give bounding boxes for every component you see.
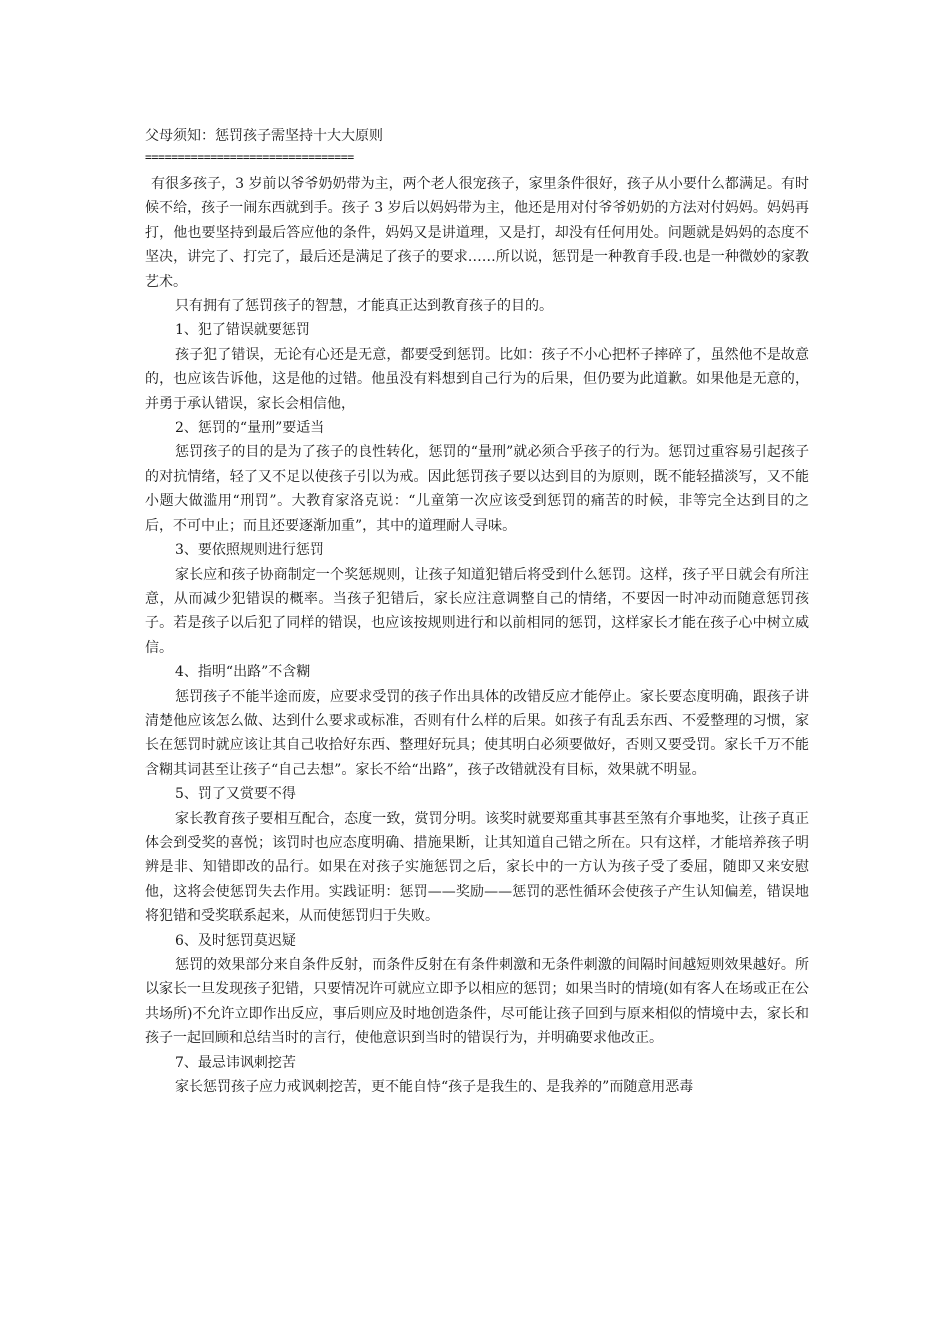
section-heading: 3、要依照规则进行惩罚	[175, 542, 324, 559]
section-heading: 4、指明“出路”不含糊	[175, 664, 311, 681]
document-title: 父母须知：惩罚孩子需坚持十大大原则	[145, 128, 383, 144]
section-heading: 2、惩罚的“量刑”要适当	[175, 420, 325, 437]
intro-paragraph: 有很多孩子，3 岁前以爷爷奶奶带为主，两个老人很宠孩子，家里条件很好，孩子从小要什么都满足。有时候不给，孩子一闹东西就到手。孩子 3 岁后以妈妈带为主，他还是用对付爷爷奶奶的方法对付妈妈。妈妈再打，他也要坚持到最后答应他的条件，妈妈又是讲道理，又是打，却没有任何用处。问题就是妈妈的态度不坚决，讲完了、打完了，最后还是满足了孩子的要求……所以说，惩罚是一种教育手段.也是一种微妙的家教艺术。	[145, 176, 809, 290]
section-heading: 6、及时惩罚莫迟疑	[175, 932, 296, 949]
section-paragraph: 惩罚孩子的目的是为了孩子的良性转化，惩罚的“量刑”就必须合乎孩子的行为。惩罚过重容易引起孩子的对抗情绪，轻了又不足以使孩子引以为戒。因此惩罚孩子要以达到目的为原则，既不能轻描淡写，又不能小题大做滥用“刑罚”。大教育家洛克说：“儿童第一次应该受到惩罚的痛苦的时候，非等完全达到目的之后，不可中止；而且还要逐渐加重”，其中的道理耐人寻味。	[145, 444, 809, 534]
section-heading: 5、罚了又赏要不得	[175, 786, 296, 803]
separator-line: ================================	[145, 150, 354, 164]
section-paragraph: 家长教育孩子要相互配合，态度一致，赏罚分明。该奖时就要郑重其事甚至煞有介事地奖，让孩子真正体会到受奖的喜悦；该罚时也应态度明确、措施果断，让其知道自己错之所在。只有这样，才能培养孩子明辨是非、知错即改的品行。如果在对孩子实施惩罚之后，家长中的一方认为孩子受了委屈，随即又来安慰他，这将会使惩罚失去作用。实践证明：惩罚——奖励——惩罚的恶性循环会使孩子产生认知偏差，错误地将犯错和受奖联系起来，从而使惩罚归于失败。	[145, 810, 809, 925]
section-paragraph: 惩罚孩子不能半途而废，应要求受罚的孩子作出具体的改错反应才能停止。家长要态度明确，跟孩子讲清楚他应该怎么做、达到什么要求或标准，否则有什么样的后果。如孩子有乱丢东西、不爱整理的习惯，家长在惩罚时就应该让其自己收拾好东西、整理好玩具；使其明白必须要做好，否则又要受罚。家长千万不能含糊其词甚至让孩子“自己去想”。家长不给“出路”，孩子改错就没有目标，效果就不明显。	[145, 688, 809, 778]
section-paragraph: 家长惩罚孩子应力戒讽刺挖苦，更不能自恃“孩子是我生的、是我养的”而随意用恶毒	[175, 1079, 694, 1096]
section-heading: 7、最忌讳讽刺挖苦	[175, 1054, 296, 1071]
section-paragraph: 孩子犯了错误，无论有心还是无意，都要受到惩罚。比如：孩子不小心把杯子摔碎了，虽然他不是故意的，也应该告诉他，这是他的过错。他虽没有料想到自己行为的后果，但仍要为此道歉。如果他是无意的，并勇于承认错误，家长会相信他，	[145, 346, 809, 412]
section-paragraph: 家长应和孩子协商制定一个奖惩规则，让孩子知道犯错后将受到什么惩罚。这样，孩子平日就会有所注意，从而减少犯错误的概率。当孩子犯错后，家长应注意调整自己的情绪，不要因一时冲动而随意惩罚孩子。若是孩子以后犯了同样的错误，也应该按规则进行和以前相同的惩罚，这样家长才能在孩子心中树立威信。	[145, 566, 809, 656]
section-paragraph: 惩罚的效果部分来自条件反射，而条件反射在有条件刺激和无条件刺激的间隔时间越短则效果越好。所以家长一旦发现孩子犯错，只要情况许可就应立即予以相应的惩罚；如果当时的情境(如有客人在场或正在公共场所)不允许立即作出反应，事后则应及时地创造条件，尽可能让孩子回到与原来相似的情境中去，家长和孩子一起回顾和总结当时的言行，使他意识到当时的错误行为，并明确要求他改正。	[145, 957, 809, 1047]
section-heading: 1、犯了错误就要惩罚	[175, 322, 310, 339]
lead-paragraph: 只有拥有了惩罚孩子的智慧，才能真正达到教育孩子的目的。	[175, 298, 553, 315]
document-body	[145, 172, 809, 1099]
